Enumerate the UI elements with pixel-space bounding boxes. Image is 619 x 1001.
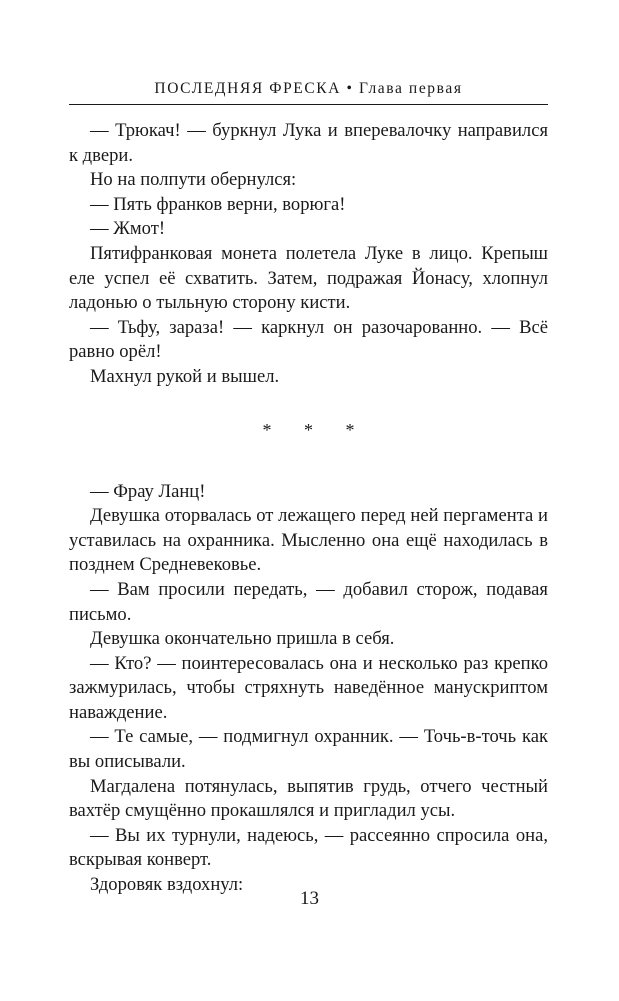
header-separator: •	[346, 80, 354, 97]
paragraph: — Пять франков верни, ворюга!	[90, 193, 346, 215]
paragraph: — Те самые, — подмигнул охранник. — Точь-в-точь как вы описывали.	[69, 726, 548, 773]
paragraph: — Фрау Ланц!	[90, 480, 206, 502]
scene-break-asterisks: * * *	[262, 420, 369, 441]
paragraph: Здоровяк вздохнул:	[90, 874, 244, 896]
body-text	[69, 119, 548, 898]
paragraph: Девушка окончательно пришла в себя.	[90, 628, 395, 650]
paragraph: Девушка оторвалась от лежащего перед ней пергамента и уставилась на охранника. Мысленно она ещё находилась в позднем Средневековье.	[69, 505, 548, 576]
chapter-title: Глава первая	[359, 80, 463, 97]
paragraph: — Трюкач! — буркнул Лука и вперевалочку направился к двери.	[69, 120, 548, 166]
header-rule	[69, 104, 548, 105]
scene-break	[69, 382, 548, 480]
paragraph: — Вы их турнули, надеюсь, — рассеянно спросила она, вскрывая конверт.	[69, 824, 548, 871]
book-title: ПОСЛЕДНЯЯ ФРЕСКА	[154, 80, 342, 97]
paragraph: Пятифранковая монета полетела Луке в лицо. Крепыш еле успел её схватить. Затем, подражая Йонасу, хлопнул ладонью о тыльную сторону кисти.	[69, 242, 548, 314]
page-number: 13	[300, 888, 319, 909]
paragraph: — Кто? — поинтересовалась она и несколько раз крепко зажмурилась, чтобы стряхнуть наведённое манускриптом наваждение.	[69, 652, 548, 723]
paragraph: Магдалена потянулась, выпятив грудь, отчего честный вахтёр смущённо прокашлялся и пригладил усы.	[69, 775, 548, 822]
paragraph: — Тьфу, зараза! — каркнул он разочарованно. — Всё равно орёл!	[69, 316, 548, 363]
paragraph: Махнул рукой и вышел.	[90, 365, 280, 387]
running-head	[69, 79, 548, 99]
paragraph: Но на полпути обернулся:	[90, 169, 297, 191]
paragraph: — Вам просили передать, — добавил сторож, подавая письмо.	[69, 578, 548, 625]
paragraph: — Жмот!	[90, 218, 166, 240]
